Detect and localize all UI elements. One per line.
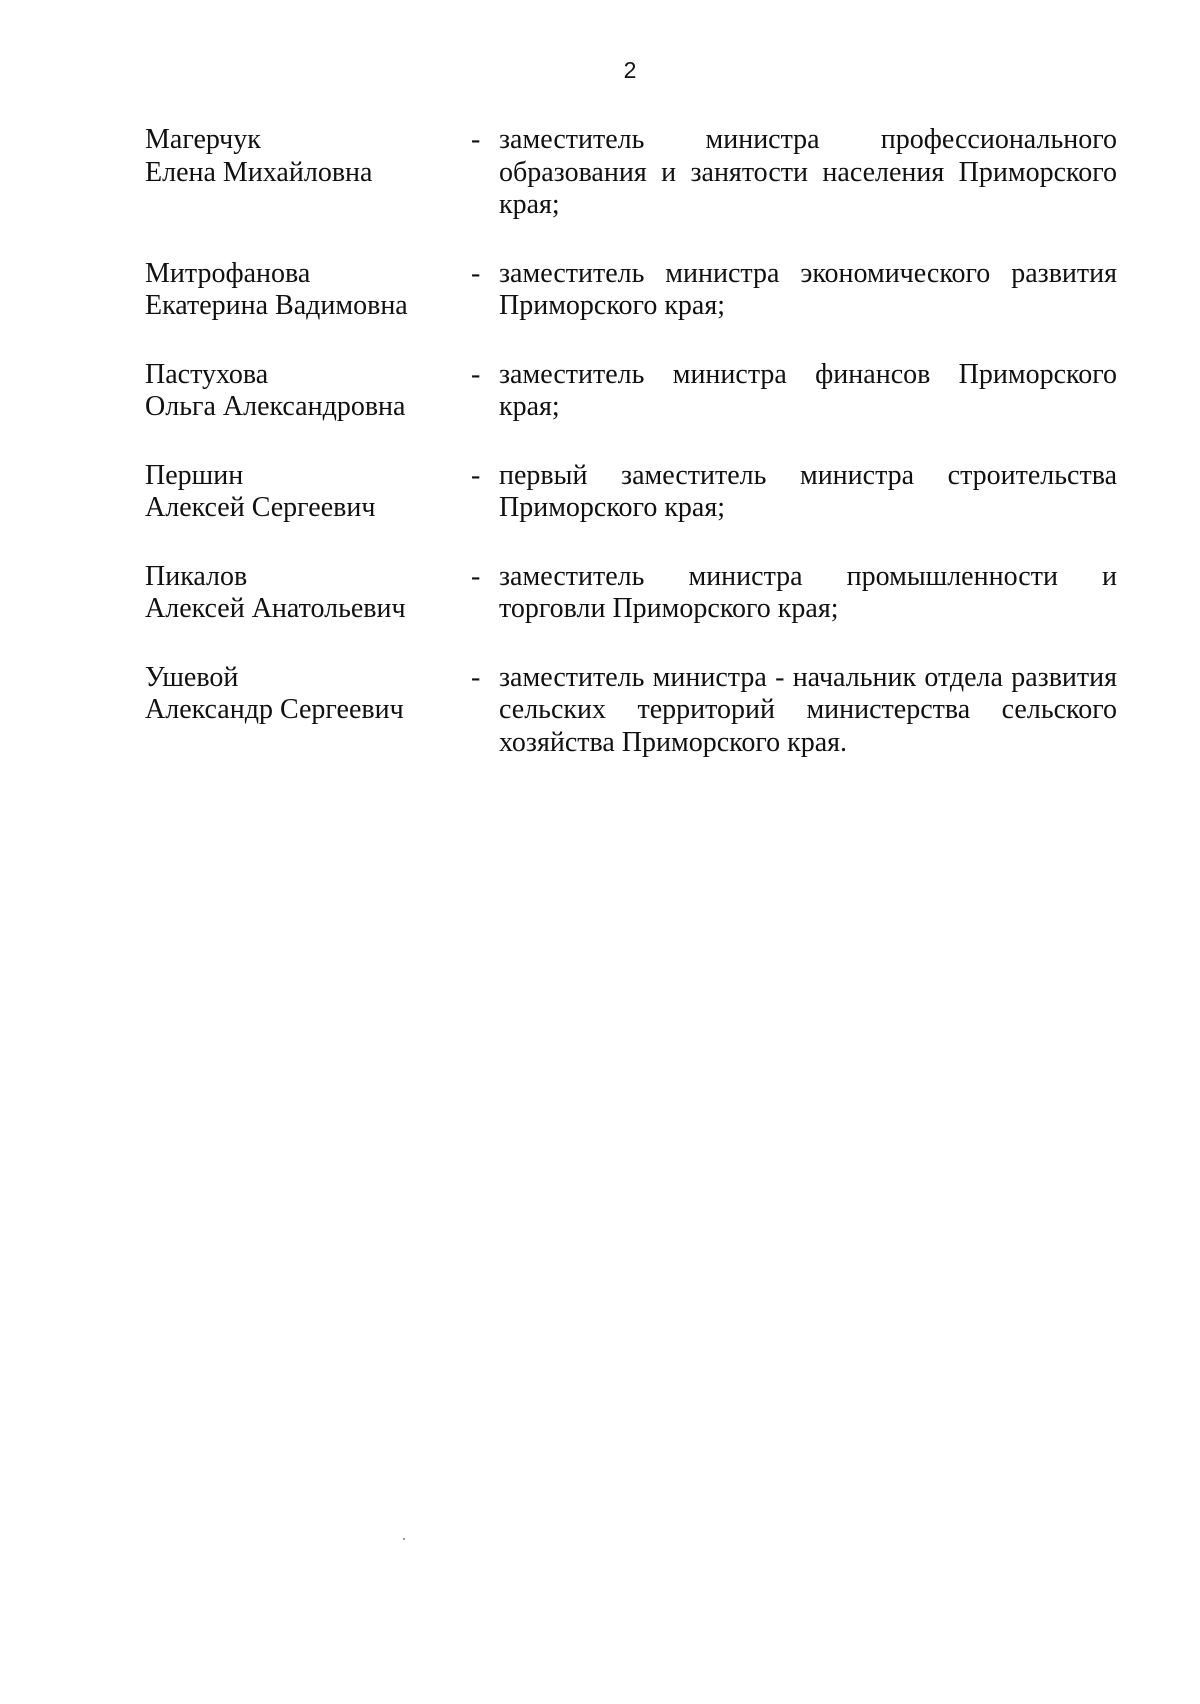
member-surname: Пастухова [145,358,269,390]
member-position: первый заместитель министра строительства Приморского края; [499,459,1117,523]
page-number: 2 [623,57,637,83]
member-row [145,662,1117,760]
member-position: заместитель министра экономического развития Приморского края; [499,257,1117,321]
member-list [145,124,1117,795]
dash-separator: - [471,124,481,155]
member-given-names: Екатерина Вадимовна [145,290,408,321]
dash-separator: - [471,661,481,693]
member-position: заместитель министра профессионального образования и занятости населения Приморского края; [499,124,1117,220]
scan-speck [403,1538,405,1540]
member-position: заместитель министра промышленности и торговли Приморского края; [499,560,1117,624]
member-given-names: Елена Михайловна [145,156,373,188]
member-row [145,124,1117,222]
member-surname: Пикалов [145,560,248,592]
member-row [145,258,1117,323]
member-name [145,662,471,760]
member-position: заместитель министра - начальник отдела развития сельских территорий министерства сельского хозяйства Приморского края. [499,661,1117,758]
dash-separator: - [471,560,481,592]
member-name [145,561,471,626]
dash-separator: - [471,358,481,390]
member-given-names: Александр Сергеевич [145,694,404,725]
member-name [145,124,471,222]
member-given-names: Алексей Сергеевич [145,492,376,523]
dash-separator: - [471,257,481,289]
member-surname: Митрофанова [145,257,311,289]
member-row [145,561,1117,626]
member-name [145,258,471,323]
member-given-names: Алексей Анатольевич [145,593,406,624]
member-position: заместитель министра финансов Приморского края; [499,358,1117,422]
member-given-names: Ольга Александровна [145,391,406,422]
member-row [145,460,1117,525]
member-surname: Першин [145,459,244,491]
member-name [145,359,471,424]
member-surname: Ушевой [145,661,239,693]
member-row [145,359,1117,424]
member-surname: Магерчук [145,124,261,155]
dash-separator: - [471,459,481,491]
member-name [145,460,471,525]
